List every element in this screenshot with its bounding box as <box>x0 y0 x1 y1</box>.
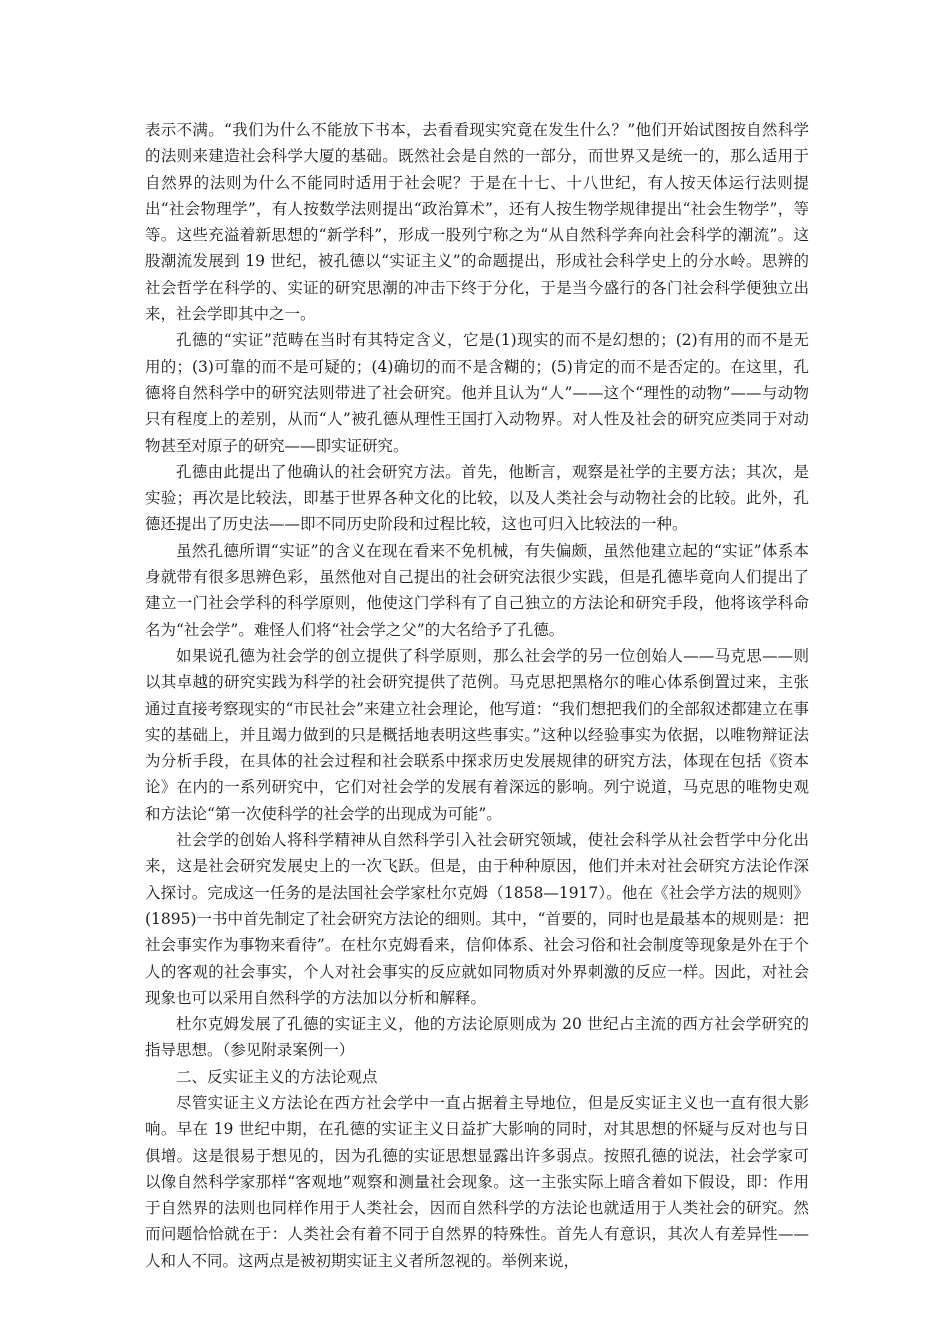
section-heading-anti-positivism: 二、反实证主义的方法论观点 <box>176 1067 378 1086</box>
paragraph-anti-positivism: 尽管实证主义方法论在西方社会学中一直占据着主导地位，但是反实证主义也一直有很大影响。早在 19 世纪中期，在孔德的实证主义日益扩大影响的同时，对其思想的怀疑与反对也与日俱增。这是很易于想见的，因为孔德的实证思想显露出许多弱点。按照孔德的说法，社会学家可以像自然科学家那样“客观地”观察和测量社会现象。这一主张实际上暗含着如下假设，即：作用于自然界的法则也同样作用于人类社会，因而自然科学的方法论也就适用于人类社会的研究。然而问题恰恰就在于：人类社会有着不同于自然界的特殊性。首先人有意识，其次人有差异性——人和人不同。这两点是被初期实证主义者所忽视的。举例来说， <box>145 1093 809 1270</box>
paragraph-continuation: 表示不满。“我们为什么不能放下书本，去看看现实究竟在发生什么？”他们开始试图按自然科学的法则来建造社会科学大厦的基础。既然社会是自然的一部分，而世界又是统一的，那么适用于自然界的法则为什么不能同时适用于社会呢？于是在十七、十八世纪，有人按天体运行法则提出“社会物理学”，有人按数学法则提出“政治算术”，还有人按生物学规律提出“社会生物学”，等等。这些充溢着新思想的“新学科”，形成一股列宁称之为“从自然科学奔向社会科学的潮流”。这股潮流发展到 19 世纪，被孔德以“实证主义”的命题提出，形成社会科学史上的分水岭。思辨的社会哲学在科学的、实证的研究思潮的冲击下终于分化，于是当今盛行的各门社会科学便独立出来，社会学即其中之一。 <box>145 121 809 324</box>
paragraph-comte-positivism: 孔德的“实证”范畴在当时有其特定含义，它是(1)现实的而不是幻想的；(2)有用的而不是无用的；(3)可靠的而不是可疑的；(4)确切的而不是含糊的；(5)肯定的而不是否定的。在这里，孔德将自然科学中的研究法则带进了社会研究。他并且认为“人”——这个“理性的动物”——与动物只有程度上的差别，从而“人”被孔德从理性王国打入动物界。对人性及社会的研究应类同于对动物甚至对原子的研究——即实证研究。 <box>145 331 809 455</box>
document-body <box>145 117 809 1274</box>
paragraph-comte-evaluation: 虽然孔德所谓“实证”的含义在现在看来不免机械，有失偏颇，虽然他建立起的“实证”体系本身就带有很多思辨色彩，虽然他对自己提出的社会研究法很少实践，但是孔德毕竟向人们提出了建立一门社会学科的科学原则，他使这门学科有了自己独立的方法论和研究手段，他将该学科命名为“社会学”。难怪人们将“社会学之父”的大名给予了孔德。 <box>145 541 809 639</box>
paragraph-durkheim-legacy: 杜尔克姆发展了孔德的实证主义，他的方法论原则成为 20 世纪占主流的西方社会学研究的指导思想。（参见附录案例一） <box>145 1015 809 1060</box>
paragraph-marx: 如果说孔德为社会学的创立提供了科学原则，那么社会学的另一位创始人——马克思——则以其卓越的研究实践为科学的社会研究提供了范例。马克思把黑格尔的唯心体系倒置过来，主张通过直接考察现实的“市民社会”来建立社会理论，他写道：“我们想把我们的全部叙述都建立在事实的基础上，并且竭力做到的只是概括地表明这些事实。”这种以经验事实为依据，以唯物辩证法为分析手段，在具体的社会过程和社会联系中探求历史发展规律的研究方法，体现在包括《资本论》在内的一系列研究中，它们对社会学的发展有着深远的影响。列宁说道，马克思的唯物史观和方法论“第一次使科学的社会学的出现成为可能”。 <box>145 646 809 823</box>
paragraph-durkheim: 社会学的创始人将科学精神从自然科学引入社会研究领域，使社会科学从社会哲学中分化出来，这是社会研究发展史上的一次飞跃。但是，由于种种原因，他们并未对社会研究方法论作深入探讨。完成这一任务的是法国社会学家杜尔克姆（1858—1917）。他在《社会学方法的规则》(1895)一书中首先制定了社会研究方法论的细则。其中，“首要的，同时也是最基本的规则是：把社会事实作为事物来看待”。在杜尔克姆看来，信仰体系、社会习俗和社会制度等现象是外在于个人的客观的社会事实，个人对社会事实的反应就如同物质对外界刺激的反应一样。因此，对社会现象也可以采用自然科学的方法加以分析和解释。 <box>145 831 809 1007</box>
paragraph-comte-methods: 孔德由此提出了他确认的社会研究方法。首先，他断言，观察是社学的主要方法；其次，是实验；再次是比较法，即基于世界各种文化的比较，以及人类社会与动物社会的比较。此外，孔德还提出了历史法——即不同历史阶段和过程比较，这也可归入比较法的一种。 <box>145 462 809 534</box>
